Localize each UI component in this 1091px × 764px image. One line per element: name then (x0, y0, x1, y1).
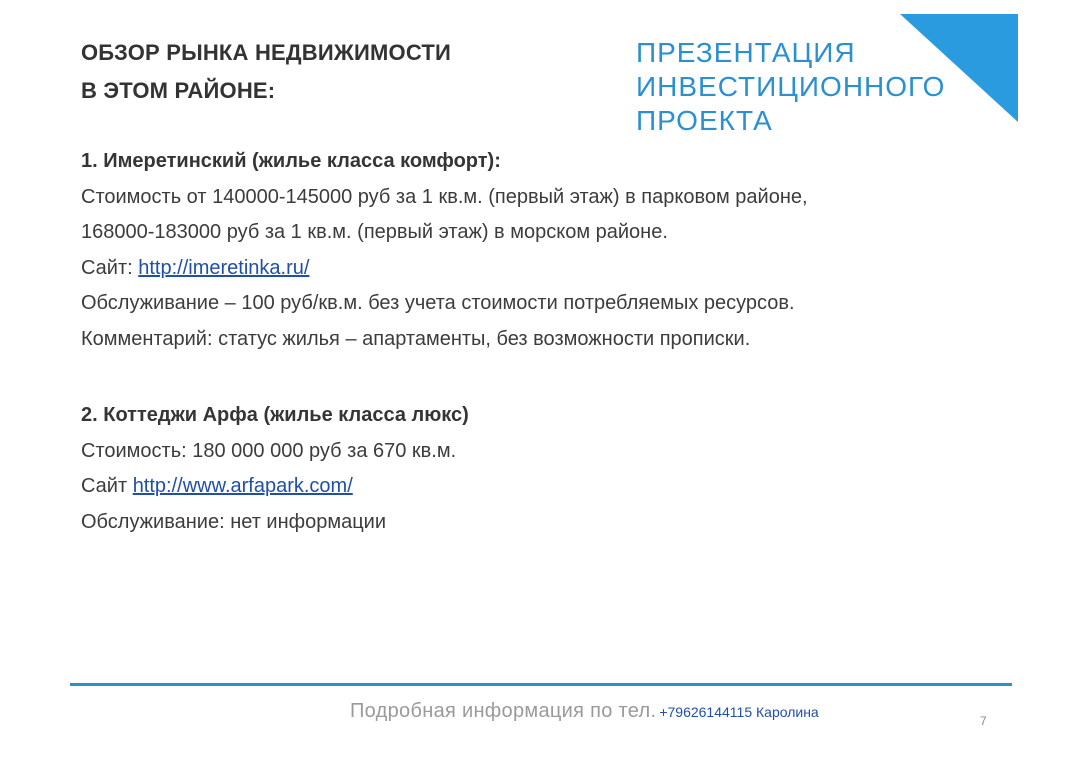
page-number: 7 (980, 714, 987, 728)
brand-title-line-1: ПРЕЗЕНТАЦИЯ (636, 37, 856, 68)
footer-contact (350, 700, 819, 723)
brand-title-line-2: ИНВЕСТИЦИОННОГО (636, 71, 946, 102)
listing-service: Обслуживание: нет информации (81, 510, 387, 533)
listing-price-line-1: Стоимость от 140000-145000 руб за 1 кв.м. (первый этаж) в парковом районе, (81, 185, 808, 208)
listing-arfa-cottages (81, 398, 469, 540)
page-title-line-2: В ЭТОМ РАЙОНЕ: (81, 78, 276, 103)
listing-title: 1. Имеретинский (жилье класса комфорт): (81, 150, 501, 172)
listing-price: Стоимость: 180 000 000 руб за 670 кв.м. (81, 439, 457, 462)
triangle-shape (900, 14, 1018, 122)
brand-title-line-3: ПРОЕКТА (636, 105, 773, 136)
footer-contact-label: Подробная информация по тел. (350, 700, 657, 722)
listing-imeretinsky (81, 144, 808, 357)
page-title (81, 34, 451, 110)
corner-triangle-decoration (900, 14, 1018, 122)
listing-title: 2. Коттеджи Арфа (жилье класса люкс) (81, 404, 469, 426)
site-link[interactable]: http://www.arfapark.com/ (132, 475, 353, 497)
site-label: Сайт (81, 475, 128, 497)
listing-comment: Комментарий: статус жилья – апартаменты, без возможности прописки. (81, 327, 751, 350)
listing-service: Обслуживание – 100 руб/кв.м. без учета стоимости потребляемых ресурсов. (81, 292, 795, 314)
listing-price-line-2: 168000-183000 руб за 1 кв.м. (первый этаж) в морском районе. (81, 221, 668, 243)
footer-phone: +79626144115 Каролина (659, 704, 819, 720)
listing-site-row (81, 251, 808, 287)
site-label: Сайт: (81, 256, 133, 279)
listing-site-row (81, 469, 469, 505)
site-link[interactable]: http://imeretinka.ru/ (138, 256, 310, 279)
page-title-line-1: ОБЗОР РЫНКА НЕДВИЖИМОСТИ (81, 40, 452, 65)
footer-divider (70, 683, 1012, 686)
